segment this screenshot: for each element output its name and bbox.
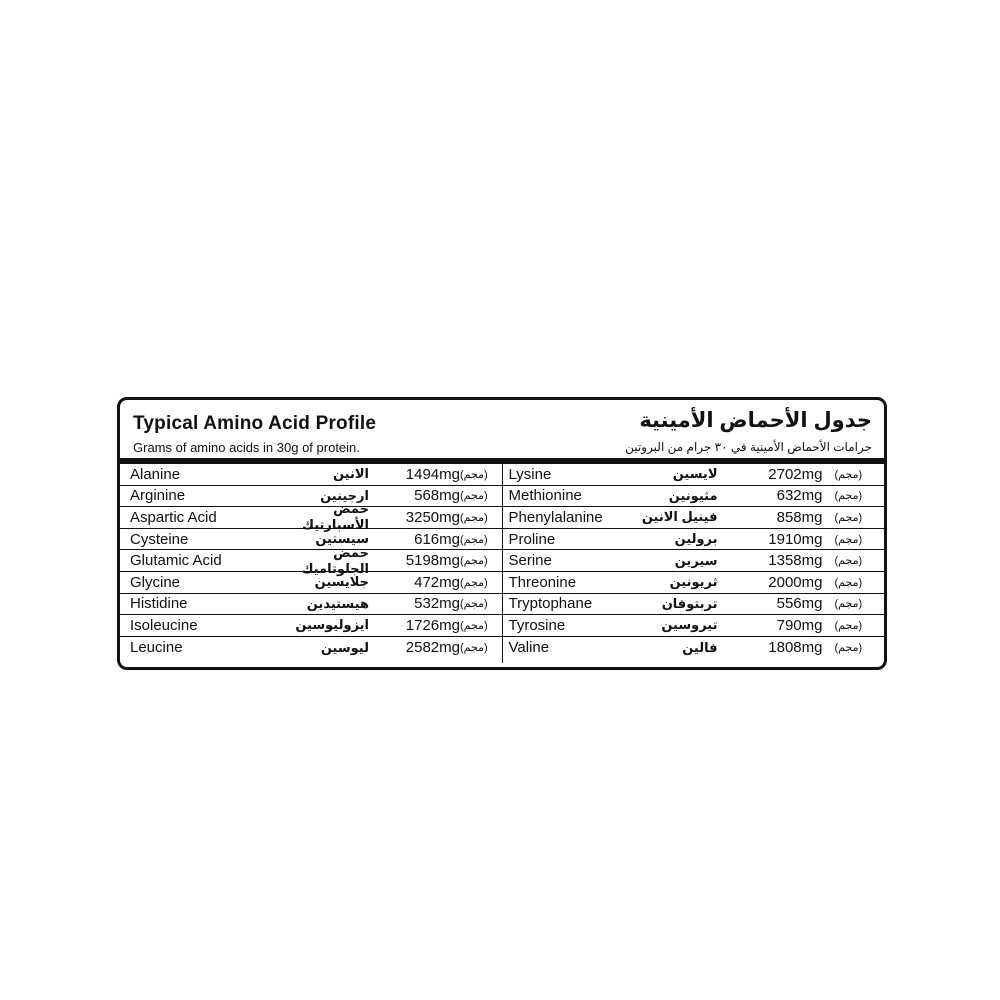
- amino-acid-name-en: Cysteine: [130, 530, 189, 548]
- unit-arabic: (مجم): [460, 533, 488, 546]
- amino-acid-name-en: Tyrosine: [508, 616, 566, 634]
- amino-acid-name-en: Histidine: [130, 595, 188, 613]
- table-row: [120, 464, 502, 486]
- table-row: [120, 594, 502, 616]
- amino-acid-name-en: Serine: [508, 552, 552, 570]
- amino-acid-amount: 3250mg: [405, 508, 460, 526]
- unit-arabic: (مجم): [834, 576, 863, 589]
- amino-acid-amount: 1726mg: [405, 616, 460, 634]
- label-header: [120, 400, 884, 458]
- unit-arabic: (مجم): [834, 642, 863, 655]
- amino-acid-name-ar: ثريونين: [669, 574, 718, 590]
- table-row: [503, 550, 885, 572]
- table-row: [503, 615, 885, 637]
- amino-acid-name-ar: ليوسين: [320, 639, 369, 655]
- amino-acid-amount: 1808mg: [768, 639, 823, 657]
- amino-acid-amount: 2000mg: [768, 573, 823, 591]
- unit-arabic: (مجم): [460, 576, 488, 589]
- amino-acid-name-en: Aspartic Acid: [130, 508, 217, 526]
- amino-acid-name-en: Proline: [508, 530, 556, 548]
- amino-acid-name-ar: برولين: [674, 531, 718, 547]
- amino-acid-amount: 858mg: [776, 508, 823, 526]
- unit-arabic: (مجم): [460, 555, 488, 568]
- table-row: [503, 464, 885, 486]
- amino-acid-name-en: Methionine: [508, 487, 582, 505]
- amino-acid-amount: 556mg: [776, 595, 823, 613]
- amino-acid-name-en: Glutamic Acid: [130, 552, 222, 570]
- amino-acid-profile-label: [117, 397, 887, 670]
- unit-arabic: (مجم): [834, 555, 863, 568]
- unit-arabic: (مجم): [460, 511, 488, 524]
- table-row: [120, 501, 502, 533]
- amino-acid-name-ar: تيروسين: [661, 617, 718, 633]
- table-row: [503, 507, 885, 529]
- unit-arabic: (مجم): [834, 490, 863, 503]
- unit-arabic: (مجم): [460, 642, 488, 655]
- amino-acid-name-en: Phenylalanine: [508, 508, 603, 526]
- amino-acid-name-ar: حمض الجلوتاميك: [301, 544, 369, 576]
- amino-acid-name-ar: مثيونين: [668, 487, 718, 503]
- table-row: [503, 637, 885, 659]
- amino-acid-name-en: Lysine: [508, 465, 552, 483]
- amino-acid-name-ar: ايزوليوسين: [295, 617, 369, 633]
- unit-arabic: (مجم): [834, 598, 863, 611]
- table-row: [503, 486, 885, 508]
- amino-acid-name-en: Glycine: [130, 573, 181, 591]
- amino-acid-amount: 616mg: [414, 530, 460, 548]
- amino-acid-name-en: Threonine: [508, 573, 577, 591]
- table-row: [503, 529, 885, 551]
- unit-arabic: (مجم): [834, 511, 863, 524]
- table-row: [503, 572, 885, 594]
- amino-acid-amount: 790mg: [776, 616, 823, 634]
- unit-arabic: (مجم): [460, 619, 488, 632]
- amino-acid-name-ar: الانين: [332, 466, 369, 482]
- amino-acid-amount: 568mg: [414, 487, 460, 505]
- amino-acid-amount: 1494mg: [405, 465, 460, 483]
- amino-acid-name-en: Valine: [508, 639, 550, 657]
- amino-acid-name-ar: فالين: [682, 639, 718, 655]
- amino-acid-name-ar: حمض الأسبارتيك: [302, 501, 369, 533]
- amino-acid-table: [120, 464, 884, 663]
- unit-arabic: (مجم): [460, 490, 488, 503]
- amino-acid-name-ar: هيستيدين: [306, 595, 369, 611]
- amino-acid-name-ar: جلايسين: [314, 574, 369, 590]
- amino-acid-name-en: Leucine: [130, 639, 183, 657]
- unit-arabic: (مجم): [460, 468, 488, 481]
- unit-arabic: (مجم): [834, 619, 863, 632]
- amino-acid-amount: 632mg: [776, 487, 823, 505]
- table-row: [120, 544, 502, 576]
- unit-arabic: (مجم): [834, 533, 863, 546]
- amino-acid-amount: 2702mg: [768, 465, 823, 483]
- table-left-column: [120, 464, 503, 663]
- amino-acid-name-ar: فينيل الانين: [641, 509, 718, 525]
- amino-acid-amount: 2582mg: [405, 639, 460, 657]
- table-row: [120, 637, 502, 659]
- table-row: [120, 615, 502, 637]
- amino-acid-amount: 5198mg: [405, 552, 460, 570]
- amino-acid-name-en: Alanine: [130, 465, 181, 483]
- table-row: [120, 572, 502, 594]
- title-english: Typical Amino Acid Profile: [133, 413, 377, 434]
- amino-acid-name-en: Tryptophane: [508, 595, 593, 613]
- amino-acid-name-ar: تربتوفان: [661, 595, 718, 611]
- table-row: [503, 594, 885, 616]
- amino-acid-name-ar: لايسين: [672, 466, 718, 482]
- amino-acid-name-ar: ارجينين: [320, 487, 369, 503]
- amino-acid-name-en: Isoleucine: [130, 616, 198, 634]
- table-right-column: [503, 464, 885, 663]
- amino-acid-amount: 1910mg: [768, 530, 823, 548]
- amino-acid-amount: 532mg: [414, 595, 460, 613]
- title-arabic: جدول الأحماض الأمينية: [639, 409, 872, 432]
- unit-arabic: (مجم): [834, 468, 863, 481]
- amino-acid-name-en: Arginine: [130, 487, 186, 505]
- unit-arabic: (مجم): [460, 598, 488, 611]
- amino-acid-amount: 472mg: [414, 573, 460, 591]
- amino-acid-amount: 1358mg: [768, 552, 823, 570]
- amino-acid-name-ar: سيرين: [674, 552, 718, 568]
- subtitle-english: Grams of amino acids in 30g of protein.: [133, 440, 360, 455]
- amino-acid-name-ar: سيستين: [315, 531, 369, 547]
- subtitle-arabic: جرامات الأحماض الأمينية في ٣٠ جرام من البروتين: [625, 440, 872, 454]
